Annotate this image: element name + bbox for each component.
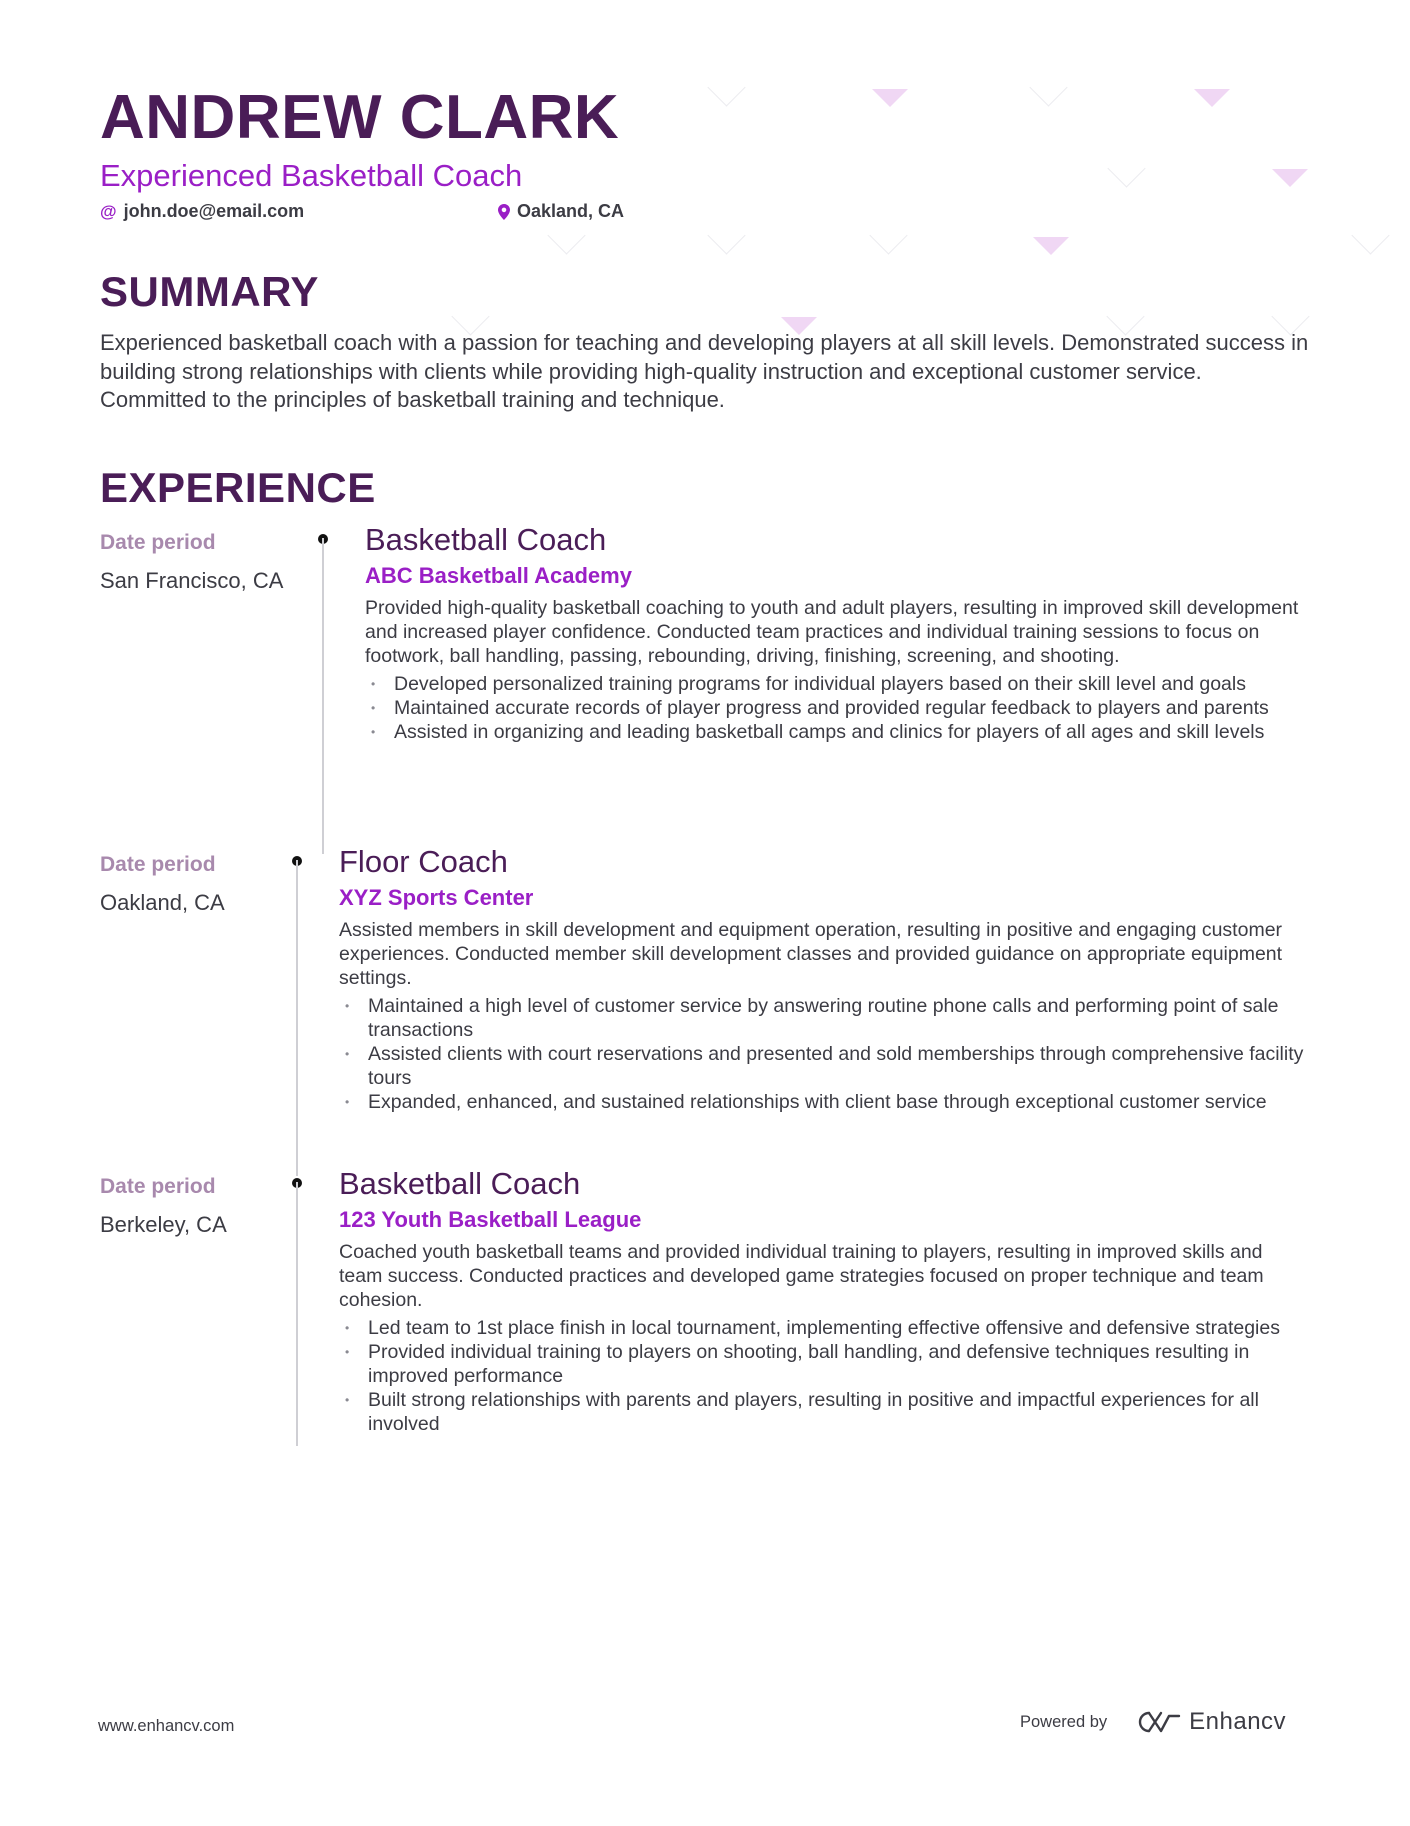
timeline-line [322,538,324,854]
entry-location: Berkeley, CA [100,1212,227,1237]
map-pin-icon [498,204,510,220]
at-icon: @ [100,201,117,221]
bullet-item: • Developed personalized training programs for individual players based on their skill level and goals [365,672,1310,696]
triangle-outline-icon [547,216,585,254]
entry-location: San Francisco, CA [100,568,284,593]
bullet-item: • Maintained a high level of customer service by answering routine phone calls and performing point of sale transactions [339,994,1311,1042]
location-text: Oakland, CA [517,201,625,221]
triangle-outline-icon [1107,149,1145,187]
triangle-icon [872,89,908,107]
entry-date: Date period [100,853,216,876]
triangle-outline-icon [1351,216,1389,254]
entry-body [365,522,1310,744]
summary-text: Experienced basketball coach with a passion for teaching and developing players at all skill levels. Demonstrated success in building strong relationships with clients while providing high-quality instruction and exceptional customer service. Committed to the principles of basketball training and technique. [100,330,1309,412]
candidate-headline: Experienced Basketball Coach [100,158,523,193]
entry-bullets [339,1316,1311,1436]
entry-company: 123 Youth Basketball League [339,1207,642,1232]
bullet-item: • Provided individual training to players on shooting, ball handling, and defensive techniques resulting in improved performance [339,1340,1311,1388]
entry-body [339,1166,1311,1436]
candidate-name: ANDREW CLARK [100,83,620,152]
triangle-outline-icon [707,216,745,254]
triangle-icon [1033,237,1069,255]
entry-role: Basketball Coach [339,1166,581,1201]
entry-location: Oakland, CA [100,890,225,915]
bullet-item: • Assisted clients with court reservations and presented and sold memberships through comprehensive facility tours [339,1042,1311,1090]
brand-logo [1135,1708,1286,1736]
bullet-item: • Maintained accurate records of player progress and provided regular feedback to players and parents [365,696,1310,720]
powered-by-label: Powered by [1020,1712,1108,1731]
powered-by[interactable] [1020,1708,1286,1736]
timeline-line [296,1182,298,1446]
contact-email[interactable] [100,201,304,222]
entry-date: Date period [100,531,216,554]
bullet-item: • Expanded, enhanced, and sustained relationships with client base through exceptional customer service [339,1090,1311,1114]
entry-description: Provided high-quality basketball coaching to youth and adult players, resulting in improved skill development and increased player confidence. Conducted team practices and individual training sessions to focus on footwork, ball handling, passing, rebounding, driving, finishing, screening, and shooting. [365,597,1299,667]
entry-company: XYZ Sports Center [339,885,534,910]
website-link[interactable]: www.enhancv.com [98,1717,235,1735]
brand-name: Enhancv [1189,1708,1287,1735]
entry-description: Assisted members in skill development and equipment operation, resulting in positive and engaging customer experiences. Conducted member skill development classes and provided guidance on appropriate equipment settings. [339,919,1283,989]
bullet-item: • Built strong relationships with parents and players, resulting in positive and impactful experiences for all involved [339,1388,1311,1436]
enhancv-logo-icon [1135,1710,1181,1734]
entry-body [339,844,1311,1114]
bullet-item: • Assisted in organizing and leading basketball camps and clinics for players of all ages and skill levels [365,720,1310,744]
triangle-outline-icon [707,68,745,106]
entry-role: Basketball Coach [365,522,607,557]
triangle-outline-icon [869,216,907,254]
triangle-icon [1272,169,1308,187]
summary-heading: SUMMARY [100,268,319,315]
triangle-icon [1194,89,1230,107]
timeline-line [296,860,298,1176]
triangle-outline-icon [1029,68,1067,106]
experience-heading: EXPERIENCE [100,464,376,511]
entry-company: ABC Basketball Academy [365,563,632,588]
entry-role: Floor Coach [339,844,508,879]
bullet-item: • Led team to 1st place finish in local tournament, implementing effective offensive and defensive strategies [339,1316,1311,1340]
email-text: john.doe@email.com [123,201,305,221]
entry-bullets [365,672,1310,744]
entry-description: Coached youth basketball teams and provided individual training to players, resulting in improved skills and team success. Conducted practices and developed game strategies focused on proper technique and team cohesion. [339,1241,1264,1311]
entry-date: Date period [100,1175,216,1198]
contact-location [498,201,624,222]
entry-bullets [339,994,1311,1114]
